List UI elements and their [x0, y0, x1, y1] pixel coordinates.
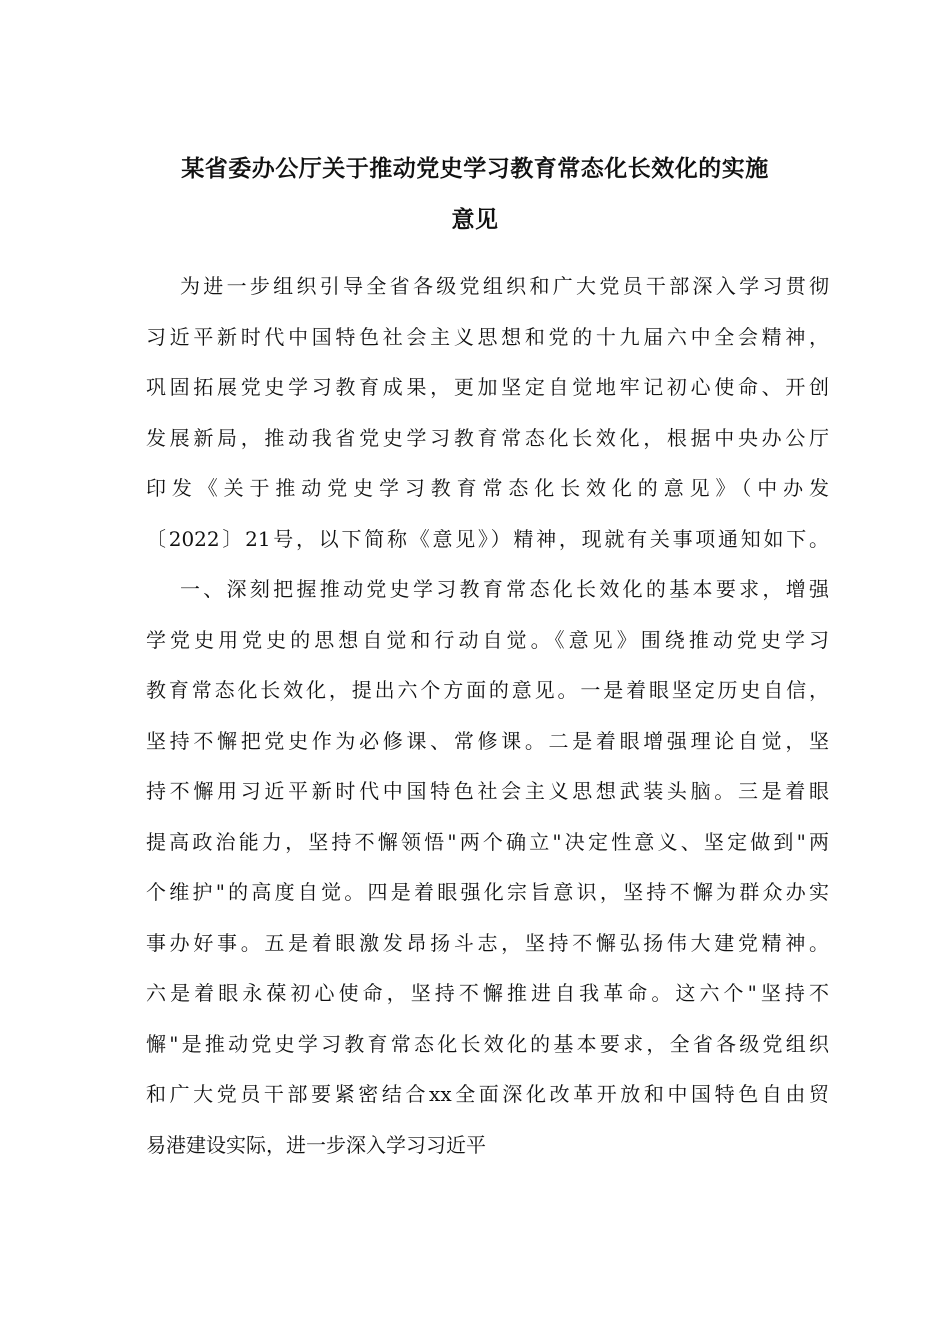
paragraph-line-3: 巩固拓展党史学习教育成果，更加坚定自觉地牢记初心使命、开创: [146, 375, 829, 399]
paragraph-line-17: 和广大党员干部要紧密结合xx全面深化改革开放和中国特色自由贸: [146, 1082, 829, 1106]
paragraph-line-12: 提高政治能力，坚持不懈领悟"两个确立"决定性意义、坚定做到"两: [146, 830, 829, 854]
paragraph-line-5: 印发《关于推动党史学习教育常态化长效化的意见》（中办发: [146, 476, 829, 500]
paragraph-line-16: 懈"是推动党史学习教育常态化长效化的基本要求，全省各级党组织: [146, 1032, 829, 1056]
paragraph-line-14: 事办好事。五是着眼激发昂扬斗志，坚持不懈弘扬伟大建党精神。: [146, 931, 829, 955]
paragraph-line-2: 习近平新时代中国特色社会主义思想和党的十九届六中全会精神，: [146, 325, 829, 349]
paragraph-line-15: 六是着眼永葆初心使命，坚持不懈推进自我革命。这六个"坚持不: [146, 981, 829, 1005]
paragraph-line-4: 发展新局，推动我省党史学习教育常态化长效化，根据中央办公厅: [146, 426, 829, 450]
paragraph-line-11: 持不懈用习近平新时代中国特色社会主义思想武装头脑。三是着眼: [146, 779, 829, 803]
paragraph-line-13: 个维护"的高度自觉。四是着眼强化宗旨意识，坚持不懈为群众办实: [146, 880, 829, 904]
paragraph-line-6: 〔2022〕21号，以下简称《意见》）精神，现就有关事项通知如下。: [146, 527, 829, 551]
document-title-line-1: 某省委办公厅关于推动党史学习教育常态化长效化的实施: [181, 155, 769, 182]
paragraph-line-9: 教育常态化长效化，提出六个方面的意见。一是着眼坚定历史自信，: [146, 678, 829, 702]
paragraph-line-7: 一、深刻把握推动党史学习教育常态化长效化的基本要求，增强: [180, 577, 829, 601]
paragraph-line-1: 为进一步组织引导全省各级党组织和广大党员干部深入学习贯彻: [180, 274, 829, 298]
paragraph-line-8: 学党史用党史的思想自觉和行动自觉。《意见》围绕推动党史学习: [146, 628, 829, 652]
paragraph-line-10: 坚持不懈把党史作为必修课、常修课。二是着眼增强理论自觉，坚: [146, 729, 829, 753]
document-title-line-2: 意见: [451, 206, 499, 233]
paragraph-line-18: 易港建设实际，进一步深入学习习近平: [146, 1133, 486, 1157]
